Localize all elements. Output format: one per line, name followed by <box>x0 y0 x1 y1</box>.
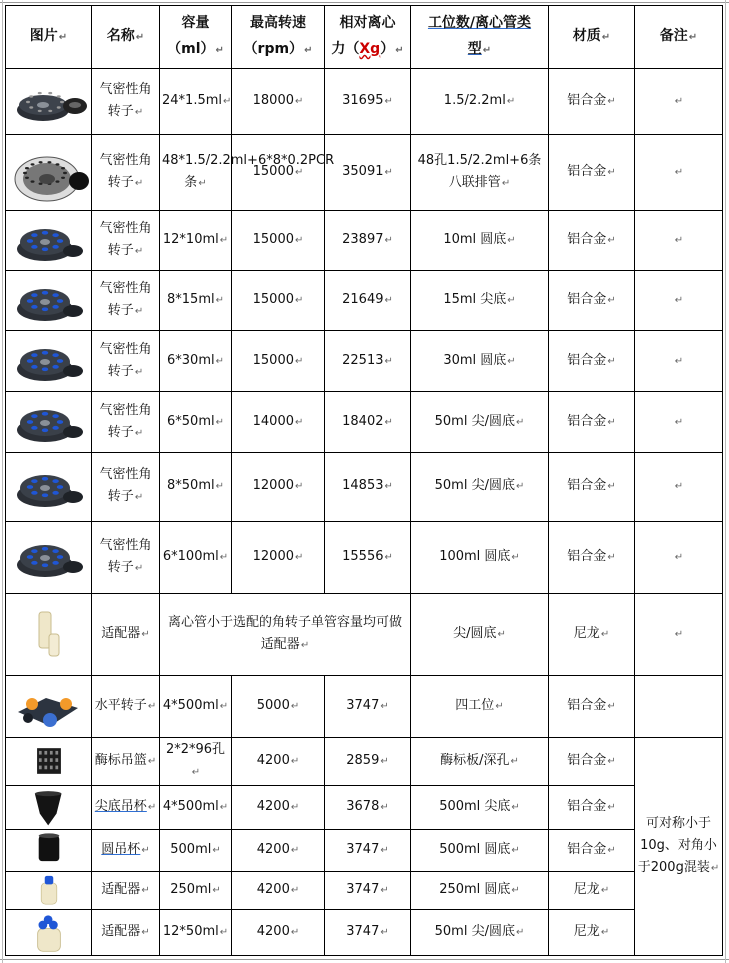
swing-image-cell <box>6 829 92 871</box>
conical-bucket-icon <box>10 787 88 827</box>
swing-remark-top <box>635 675 723 737</box>
rotor-remark: ↵ <box>635 392 723 453</box>
rotor-capacity: 8*50ml↵ <box>160 453 232 521</box>
rotor-tube-type: 30ml 圆底↵ <box>411 331 549 392</box>
swing-rcf: 3747↵ <box>325 909 411 955</box>
swing-speed: 4200↵ <box>232 871 325 909</box>
rotor-image-cell <box>6 392 92 453</box>
rotor-capacity: 6*50ml↵ <box>160 392 232 453</box>
rotor-name: 气密性角转子↵ <box>92 211 160 271</box>
swing-tube-type: 500ml 尖底↵ <box>411 785 549 829</box>
angle-rotor-row <box>6 271 723 331</box>
adapter-remark: ↵ <box>635 593 723 675</box>
header-tube-type: 工位数/离心管类 型↵ <box>411 6 549 69</box>
swing-rotor-row <box>6 785 723 829</box>
swing-material: 铝合金↵ <box>549 737 635 785</box>
swing-speed: 4200↵ <box>232 785 325 829</box>
rotor-rcf: 21649↵ <box>325 271 411 331</box>
header-capacity: 容量 （ml）↵ <box>160 6 232 69</box>
angle-rotor-row <box>6 135 723 211</box>
swing-rcf: 2859↵ <box>325 737 411 785</box>
angle-rotor-row <box>6 331 723 392</box>
airtight-angle-rotor-icon <box>9 76 89 128</box>
rotor-speed: 14000↵ <box>232 392 325 453</box>
page-margin-top <box>0 2 729 3</box>
rotor-image-cell <box>6 331 92 392</box>
page-margin-bottom <box>0 959 729 960</box>
swing-name: 酶标吊篮↵ <box>92 737 160 785</box>
rotor-remark: ↵ <box>635 211 723 271</box>
rotor-tube-type: 10ml 圆底↵ <box>411 211 549 271</box>
rotor-name: 气密性角转子↵ <box>92 331 160 392</box>
swing-capacity: 500ml↵ <box>160 829 232 871</box>
page-margin-right <box>725 0 726 963</box>
swing-speed: 4200↵ <box>232 829 325 871</box>
rotor-tube-type: 48孔1.5/2.2ml+6条八联排管↵ <box>411 135 549 211</box>
adapter-image-cell <box>6 593 92 675</box>
swing-rotor-rows <box>6 675 723 955</box>
header-image: 图片↵ <box>6 6 92 69</box>
swing-material: 尼龙↵ <box>549 909 635 955</box>
adapter-type: 尖/圆底↵ <box>411 593 549 675</box>
rotor-remark: ↵ <box>635 69 723 135</box>
adapter-50-icon <box>10 911 88 953</box>
rotor-remark: ↵ <box>635 521 723 593</box>
rotor-capacity: 6*30ml↵ <box>160 331 232 392</box>
rotor-tube-type: 50ml 尖/圆底↵ <box>411 392 549 453</box>
rotor-name: 气密性角转子↵ <box>92 69 160 135</box>
header-material: 材质↵ <box>549 6 635 69</box>
adapter-name: 适配器↵ <box>92 593 160 675</box>
microplate-basket-icon <box>10 739 88 783</box>
swing-material: 铝合金↵ <box>549 829 635 871</box>
rotor-name: 气密性角转子↵ <box>92 392 160 453</box>
angle-rotor-row <box>6 69 723 135</box>
swing-remark: 可对称小于10g、对角小于200g混装↵ <box>635 737 723 955</box>
swing-material: 铝合金↵ <box>549 675 635 737</box>
rotor-material: 铝合金↵ <box>549 135 635 211</box>
rotor-material: 铝合金↵ <box>549 453 635 521</box>
swing-tube-type: 50ml 尖/圆底↵ <box>411 909 549 955</box>
rotor-material: 铝合金↵ <box>549 271 635 331</box>
angle-rotor-8-icon <box>9 275 89 327</box>
adapter-sleeve-icon <box>19 604 79 664</box>
rotor-image-cell <box>6 271 92 331</box>
header-remark: 备注↵ <box>635 6 723 69</box>
swing-rotor-row <box>6 675 723 737</box>
swing-rotor-row <box>6 829 723 871</box>
adapter-material: 尼龙↵ <box>549 593 635 675</box>
angle-rotor-row <box>6 453 723 521</box>
rotor-capacity: 48*1.5/2.2ml+6*8*0.2PCR条↵ <box>160 135 232 211</box>
swing-tube-type: 酶标板/深孔↵ <box>411 737 549 785</box>
rotor-tube-type: 50ml 尖/圆底↵ <box>411 453 549 521</box>
swing-name: 适配器↵ <box>92 909 160 955</box>
angle-rotor-6-100-icon <box>9 531 89 583</box>
rotor-name: 气密性角转子↵ <box>92 521 160 593</box>
swing-capacity: 250ml↵ <box>160 871 232 909</box>
rotor-rcf: 14853↵ <box>325 453 411 521</box>
swing-rotor-row <box>6 737 723 785</box>
rotor-speed: 15000↵ <box>232 271 325 331</box>
swing-speed: 4200↵ <box>232 737 325 785</box>
rotor-capacity: 6*100ml↵ <box>160 521 232 593</box>
swing-name: 适配器↵ <box>92 871 160 909</box>
swing-image-cell <box>6 871 92 909</box>
page-margin-left <box>2 0 3 963</box>
rotor-tube-type: 1.5/2.2ml↵ <box>411 69 549 135</box>
rotor-material: 铝合金↵ <box>549 331 635 392</box>
header-row <box>6 6 723 69</box>
angle-rotor-8-50-icon <box>9 461 89 513</box>
rotor-remark: ↵ <box>635 331 723 392</box>
swing-rcf: 3747↵ <box>325 829 411 871</box>
swing-name: 圆吊杯↵ <box>92 829 160 871</box>
rotor-remark: ↵ <box>635 271 723 331</box>
rotor-speed: 15000↵ <box>232 211 325 271</box>
swing-image-cell <box>6 785 92 829</box>
swing-material: 铝合金↵ <box>549 785 635 829</box>
adapter-250-icon <box>10 873 88 907</box>
rotor-capacity: 12*10ml↵ <box>160 211 232 271</box>
rotor-spec-table <box>5 5 723 956</box>
adapter-row <box>6 593 723 675</box>
swing-capacity: 2*2*96孔↵ <box>160 737 232 785</box>
rotor-material: 铝合金↵ <box>549 392 635 453</box>
swing-rotor-icon <box>10 682 88 730</box>
rotor-tube-type: 100ml 圆底↵ <box>411 521 549 593</box>
swing-name: 尖底吊杯↵ <box>92 785 160 829</box>
swing-rotor-row <box>6 871 723 909</box>
angle-rotor-row <box>6 211 723 271</box>
swing-rcf: 3747↵ <box>325 871 411 909</box>
swing-material: 尼龙↵ <box>549 871 635 909</box>
rotor-image-cell <box>6 211 92 271</box>
rotor-name: 气密性角转子↵ <box>92 135 160 211</box>
rotor-speed: 15000↵ <box>232 331 325 392</box>
rotor-remark: ↵ <box>635 453 723 521</box>
swing-rcf: 3678↵ <box>325 785 411 829</box>
rotor-remark: ↵ <box>635 135 723 211</box>
swing-tube-type: 250ml 圆底↵ <box>411 871 549 909</box>
rotor-rcf: 18402↵ <box>325 392 411 453</box>
rotor-image-cell <box>6 135 92 211</box>
rotor-image-cell <box>6 521 92 593</box>
round-bucket-icon <box>10 831 88 869</box>
angle-rotor-row <box>6 392 723 453</box>
rotor-image-cell <box>6 453 92 521</box>
rotor-rcf: 23897↵ <box>325 211 411 271</box>
swing-tube-type: 500ml 圆底↵ <box>411 829 549 871</box>
header-name: 名称↵ <box>92 6 160 69</box>
swing-capacity: 12*50ml↵ <box>160 909 232 955</box>
rotor-rcf: 35091↵ <box>325 135 411 211</box>
header-rcf: 相对离心 力（Xg）↵ <box>325 6 411 69</box>
swing-rcf: 3747↵ <box>325 675 411 737</box>
swing-speed: 5000↵ <box>232 675 325 737</box>
swing-speed: 4200↵ <box>232 909 325 955</box>
rotor-capacity: 8*15ml↵ <box>160 271 232 331</box>
rotor-speed: 18000↵ <box>232 69 325 135</box>
adapter-note: 离心管小于选配的角转子单管容量均可做适配器↵ <box>160 593 411 675</box>
header-speed: 最高转速 （rpm）↵ <box>232 6 325 69</box>
pcr-angle-rotor-icon <box>9 147 89 199</box>
rotor-speed: 12000↵ <box>232 521 325 593</box>
angle-rotor-row <box>6 521 723 593</box>
rotor-capacity: 24*1.5ml↵ <box>160 69 232 135</box>
swing-rotor-row <box>6 909 723 955</box>
rotor-rcf: 15556↵ <box>325 521 411 593</box>
rotor-rcf: 31695↵ <box>325 69 411 135</box>
swing-image-cell <box>6 737 92 785</box>
swing-capacity: 4*500ml↵ <box>160 675 232 737</box>
rotor-name: 气密性角转子↵ <box>92 453 160 521</box>
rotor-material: 铝合金↵ <box>549 211 635 271</box>
rotor-material: 铝合金↵ <box>549 521 635 593</box>
angle-rotor-rows <box>6 69 723 594</box>
rotor-speed: 15000↵ <box>232 135 325 211</box>
swing-image-cell <box>6 675 92 737</box>
swing-capacity: 4*500ml↵ <box>160 785 232 829</box>
rotor-tube-type: 15ml 尖底↵ <box>411 271 549 331</box>
swing-name: 水平转子↵ <box>92 675 160 737</box>
rotor-material: 铝合金↵ <box>549 69 635 135</box>
swing-image-cell <box>6 909 92 955</box>
rotor-rcf: 22513↵ <box>325 331 411 392</box>
rotor-image-cell <box>6 69 92 135</box>
rotor-name: 气密性角转子↵ <box>92 271 160 331</box>
swing-tube-type: 四工位↵ <box>411 675 549 737</box>
angle-rotor-6-icon <box>9 335 89 387</box>
angle-rotor-6-50-icon <box>9 396 89 448</box>
angle-rotor-12-icon <box>9 215 89 267</box>
rotor-speed: 12000↵ <box>232 453 325 521</box>
